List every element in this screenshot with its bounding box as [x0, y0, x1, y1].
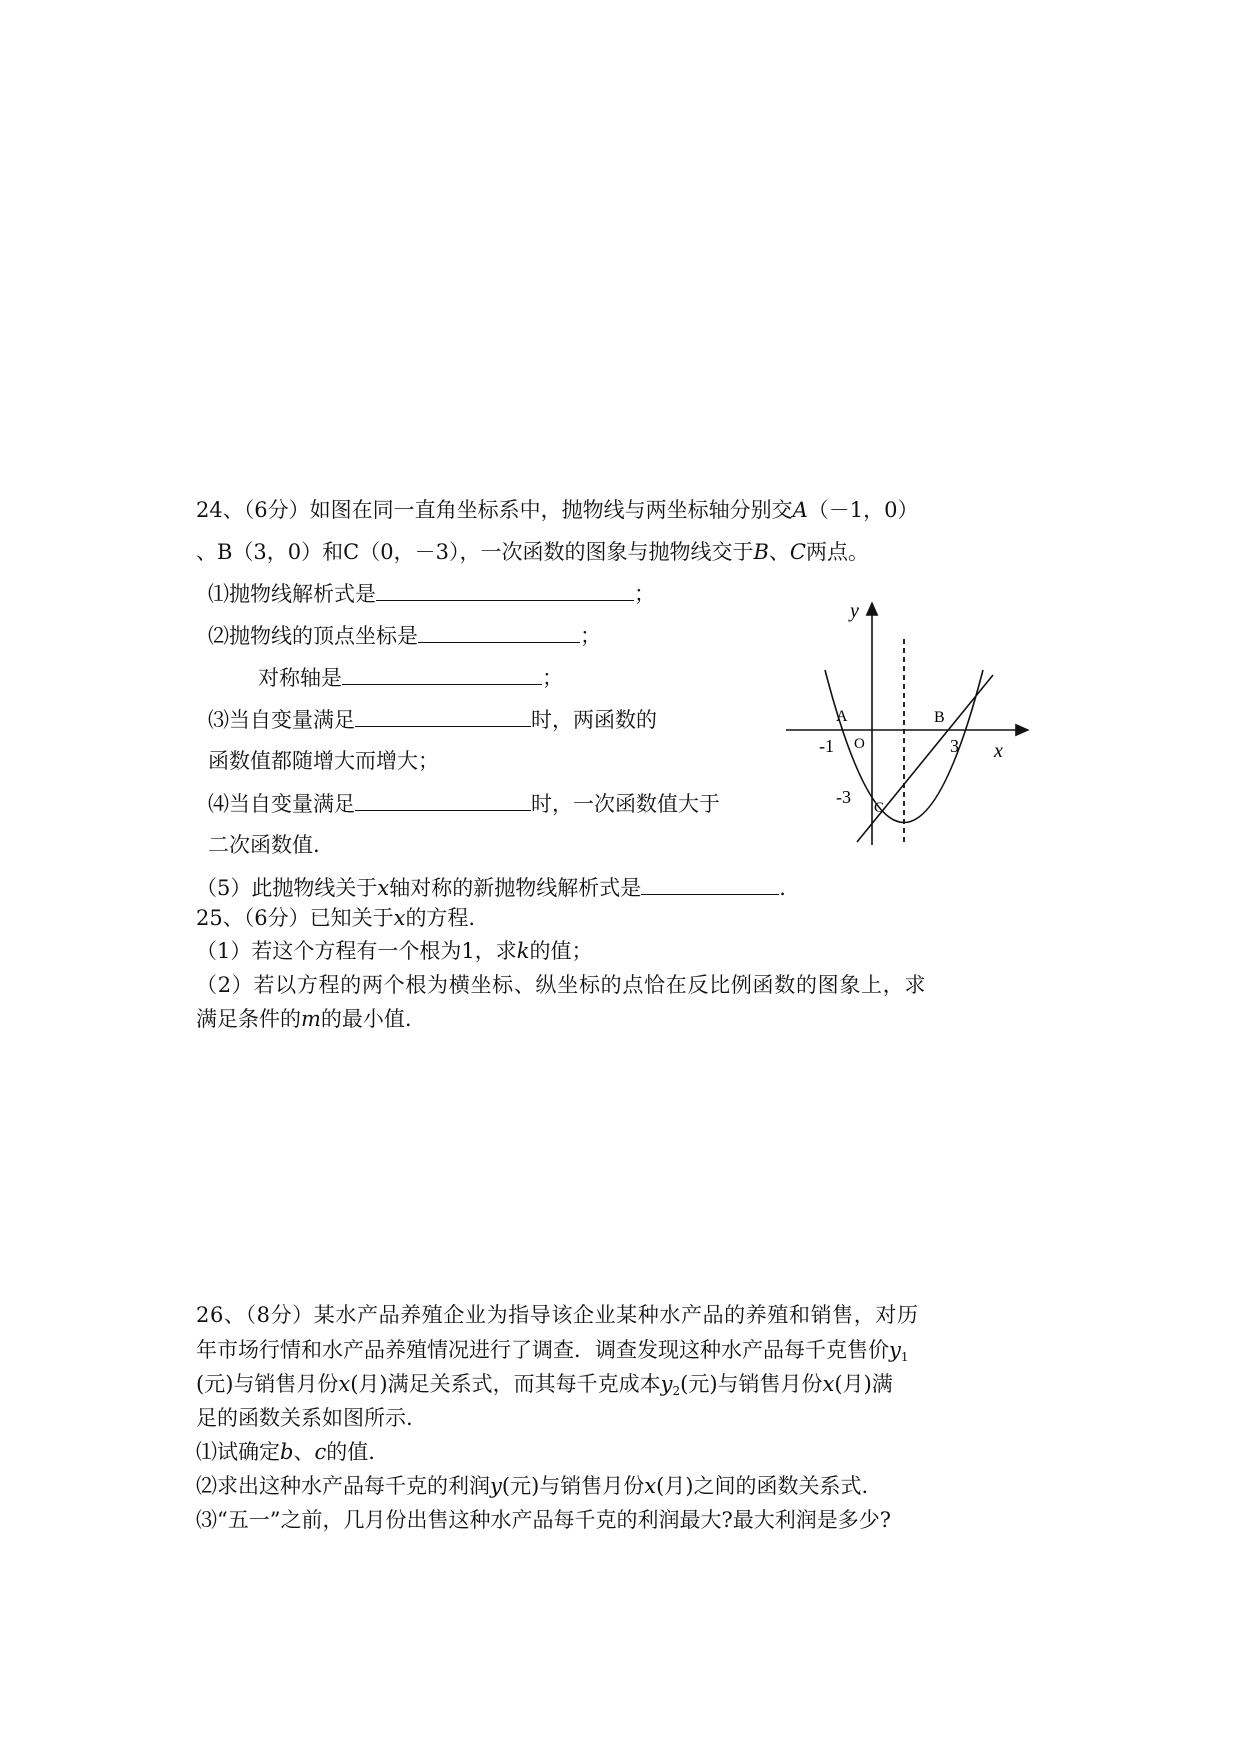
q24-part5-post: 轴对称的新抛物线解析式是 — [389, 876, 642, 900]
q24-part2-axis — [258, 664, 563, 691]
q24-sep: 、 — [768, 540, 790, 564]
q25-part2-cont — [196, 1006, 412, 1032]
q26-line3 — [196, 1371, 893, 1404]
q26-y2: y — [660, 1372, 673, 1396]
q24-part5-x: x — [377, 876, 390, 900]
q24-part4 — [208, 790, 720, 817]
q26-part3: ⑶“五一”之前，几月份出售这种水产品每千克的利润最大?最大利润是多少? — [196, 1508, 891, 1532]
q26-part2-y: y — [490, 1474, 502, 1498]
q26-part1-pre: ⑴试确定 — [196, 1440, 280, 1464]
q24-part4-blank[interactable] — [355, 790, 531, 811]
q24-part1 — [208, 580, 655, 607]
q24-part3-cont: 函数值都随增大而增大； — [208, 749, 439, 773]
q26-line4: 足的函数关系如图所示. — [196, 1406, 413, 1430]
q25-part2-cont-pre: 满足条件的 — [196, 1007, 301, 1031]
q24-axis-end: ； — [542, 666, 563, 690]
q25-head-post: 的方程. — [405, 906, 476, 930]
q26-part2-post: (月)之间的函数关系式. — [656, 1474, 869, 1498]
q26-part1-sep: 、 — [293, 1440, 315, 1464]
q24-part3-label: ⑶当自变量满足 — [208, 708, 355, 732]
q26-y1: y — [889, 1338, 901, 1362]
graph-point-a-label: A — [836, 708, 848, 725]
q24-part5-end: . — [779, 876, 786, 900]
graph-three-label: 3 — [950, 736, 959, 756]
graph-point-c-label: C — [874, 800, 885, 816]
q24-part5 — [196, 874, 786, 901]
q24-part5-pre: （5）此抛物线关于 — [196, 876, 378, 900]
q26-y2-sub: 2 — [672, 1384, 681, 1398]
q24-part1-label: ⑴抛物线解析式是 — [208, 582, 376, 606]
q24-point-b: B — [753, 540, 769, 564]
q26-line2-pre: 年市场行情和水产品养殖情况进行了调查．调查发现这种水产品每千克售价 — [196, 1338, 889, 1362]
q26-part1 — [196, 1439, 375, 1465]
q24-part2 — [208, 622, 601, 649]
q25-part2-m: m — [301, 1007, 321, 1031]
q24-point-c: C — [789, 540, 806, 564]
q26-line2 — [196, 1337, 909, 1370]
q24-axis-blank[interactable] — [342, 664, 542, 685]
q26-part2-mid: (元)与销售月份 — [501, 1474, 645, 1498]
q24-intro-line2 — [196, 539, 869, 565]
q25-part2: （2）若以方程的两个根为横坐标、纵坐标的点恰在反比例函数的图象上，求 — [196, 973, 927, 997]
q26-line3-b: (月)满足关系式，而其每千克成本 — [350, 1372, 661, 1396]
q24-point-a: A — [792, 498, 808, 522]
q26-part2-pre: ⑵求出这种水产品每千克的利润 — [196, 1474, 490, 1498]
q24-part3-blank[interactable] — [355, 706, 531, 727]
q25-head-x: x — [393, 906, 406, 930]
q26-line3-x2: x — [822, 1372, 835, 1396]
q26-line1: 26、（8分）某水产品养殖企业为指导该企业某种水产品的养殖和销售，对历 — [196, 1303, 919, 1327]
q26-line3-a: (元)与销售月份 — [196, 1372, 339, 1396]
q24-part2-label: ⑵抛物线的顶点坐标是 — [208, 624, 418, 648]
graph-point-b-label: B — [934, 709, 945, 726]
q26-line3-c: (元)与销售月份 — [680, 1372, 823, 1396]
q24-part5-blank[interactable] — [641, 874, 779, 895]
graph-origin-label: O — [854, 736, 865, 752]
q25-head-pre: 25、（6分）已知关于 — [196, 906, 394, 930]
q25-part1-k: k — [516, 939, 530, 963]
q24-line2-text: 、B（3，0）和C（0，－3），一次函数的图象与抛物线交于 — [196, 540, 754, 564]
q24-graph — [780, 595, 1040, 850]
q25-part1 — [196, 938, 592, 964]
q24-part3 — [208, 706, 657, 733]
q26-y1-sub: 1 — [900, 1350, 909, 1364]
q24-part4-cont: 二次函数值. — [208, 833, 320, 857]
q24-axis-label: 对称轴是 — [258, 666, 342, 690]
linear-function-line — [857, 675, 993, 842]
graph-y-label: y — [850, 600, 859, 622]
graph-neg1-label: -1 — [819, 736, 834, 756]
q24-line2-end: 两点。 — [805, 540, 869, 564]
q24-part4-mid: 时，一次函数值大于 — [531, 792, 720, 816]
q24-part1-blank[interactable] — [376, 580, 634, 601]
q26-part1-c: c — [314, 1440, 327, 1464]
q25-part2-cont-post: 的最小值. — [320, 1007, 412, 1031]
q24-part2-blank[interactable] — [418, 622, 580, 643]
q24-part1-end: ； — [634, 582, 655, 606]
q26-part1-post: 的值. — [326, 1440, 375, 1464]
q24-point-a-coord: （－1，0） — [807, 498, 919, 522]
q24-head: 24、（6分）如图在同一直角坐标系中，抛物线与两坐标轴分别交 — [196, 498, 793, 522]
q25-head — [196, 905, 475, 931]
q24-part4-label: ⑷当自变量满足 — [208, 792, 355, 816]
graph-neg3-label: -3 — [836, 787, 851, 807]
q26-part2-x: x — [644, 1474, 657, 1498]
q24-intro-line1 — [196, 497, 919, 523]
q26-line3-d: (月)满 — [834, 1372, 893, 1396]
q25-part1-post: 的值； — [529, 939, 593, 963]
q25-part1-pre: （1）若这个方程有一个根为1，求 — [196, 939, 517, 963]
q26-part1-b: b — [280, 1440, 294, 1464]
q24-part3-mid: 时，两函数的 — [531, 708, 657, 732]
q26-line3-x: x — [338, 1372, 351, 1396]
graph-x-label: x — [994, 740, 1003, 762]
q26-part2 — [196, 1473, 868, 1499]
q24-part2-end: ； — [580, 624, 601, 648]
